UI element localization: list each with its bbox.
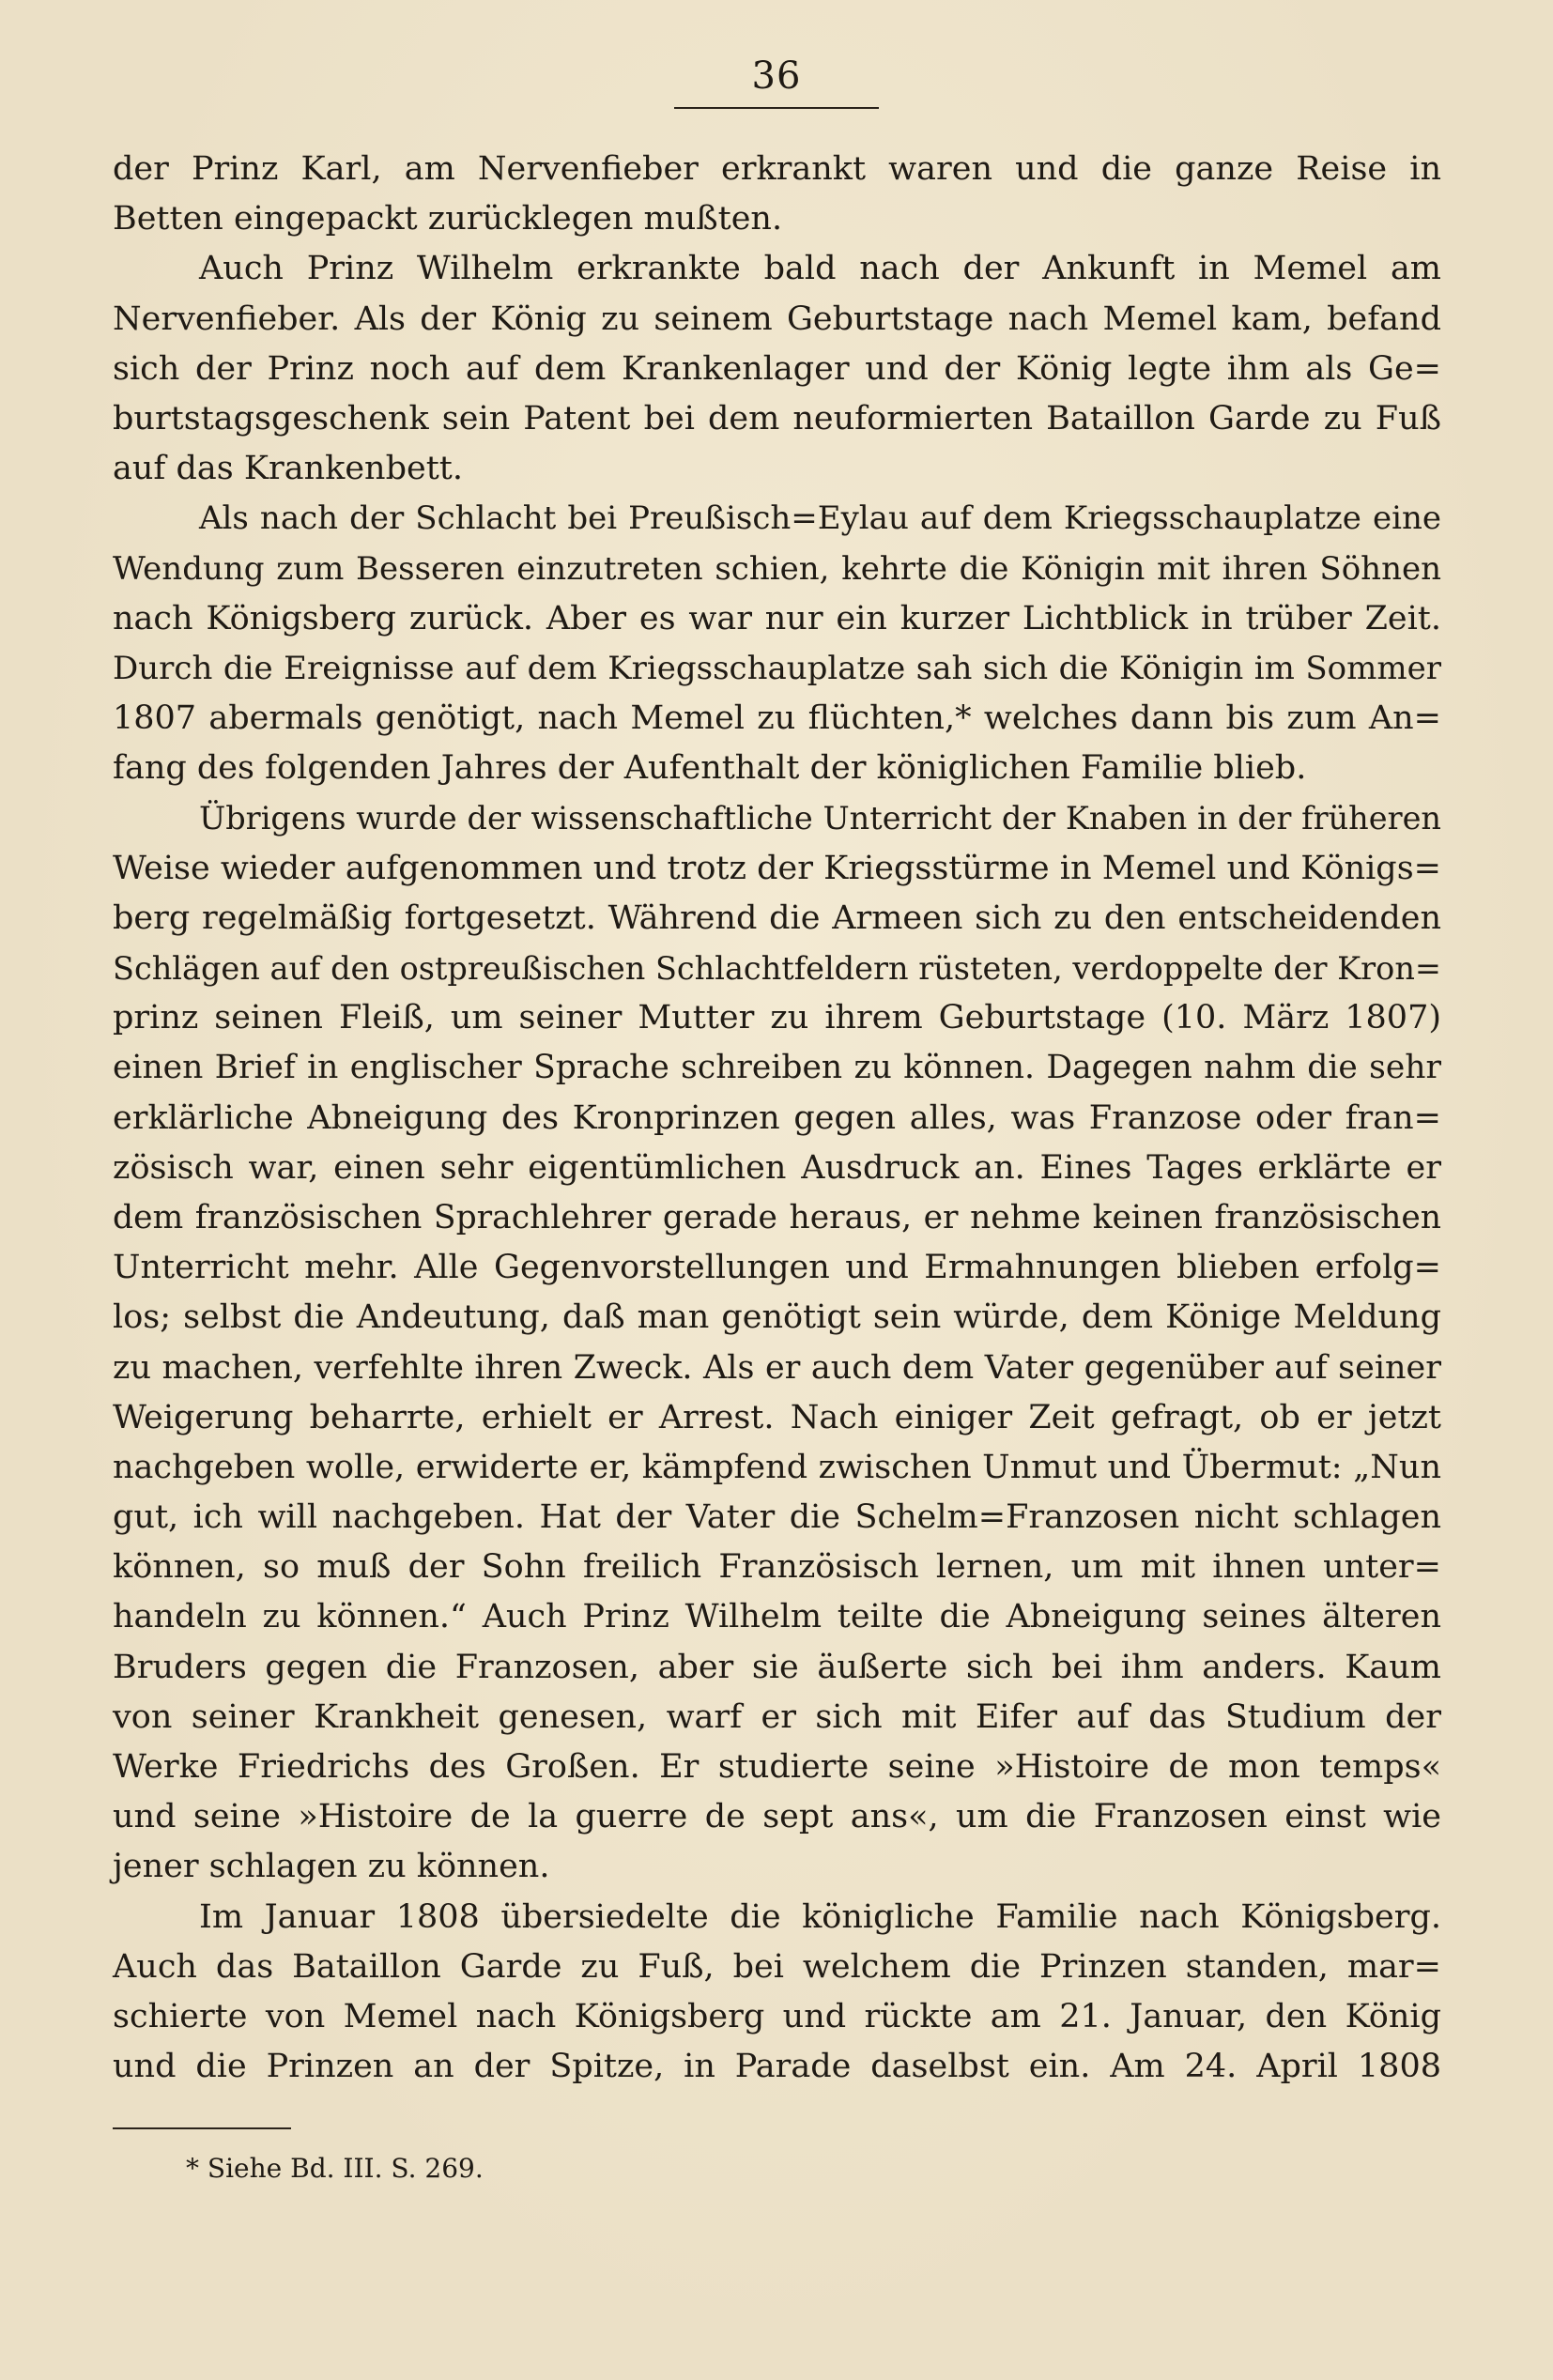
text-line: Wendung zum Besseren einzutreten schien, kehrte die Königin mit ihren Söhnen: [113, 549, 1441, 588]
text-line: der Prinz Karl, am Nervenfieber erkrankt waren und die ganze Reise in: [113, 150, 1441, 188]
text-line: Übrigens wurde der wissenschaftliche Unterricht der Knaben in der früheren: [199, 800, 1441, 837]
text-line: nach Königsberg zurück. Aber es war nur ein kurzer Lichtblick in trüber Zeit.: [113, 599, 1441, 637]
text-line: Nervenfieber. Als der König zu seinem Geburtstage nach Memel kam, befand: [113, 299, 1441, 338]
text-line: Betten eingepackt zurücklegen mußten.: [113, 200, 783, 238]
text-line: Im Januar 1808 übersiedelte die königliche Familie nach Königsberg.: [199, 1897, 1441, 1936]
text-line: Bruders gegen die Franzosen, aber sie äußerte sich bei ihm anders. Kaum: [113, 1648, 1441, 1686]
text-line: jener schlagen zu können.: [113, 1848, 550, 1886]
text-line: Weigerung beharrte, erhielt er Arrest. Nach einiger Zeit gefragt, ob er jetzt: [113, 1398, 1441, 1436]
text-line: los; selbst die Andeutung, daß man genötigt sein würde, dem Könige Meldung: [113, 1298, 1441, 1337]
footnote-rule: [113, 2127, 291, 2129]
text-line: schierte von Memel nach Königsberg und rückte am 21. Januar, den König: [113, 1997, 1441, 2035]
text-line: Auch Prinz Wilhelm erkrankte bald nach der Ankunft in Memel am: [199, 250, 1441, 288]
text-line: können, so muß der Sohn freilich Französisch lernen, um mit ihnen unter=: [113, 1548, 1441, 1587]
text-line: und seine »Histoire de la guerre de sept ans«, um die Franzosen einst wie: [113, 1798, 1441, 1836]
text-line: sich der Prinz noch auf dem Krankenlager und der König legte ihm als Ge=: [113, 349, 1441, 388]
text-line: Schlägen auf den ostpreußischen Schlachtfeldern rüsteten, verdoppelte der Kron=: [113, 950, 1441, 987]
text-line: nachgeben wolle, erwiderte er, kämpfend zwischen Unmut und Übermut: „Nun: [113, 1448, 1441, 1486]
text-line: von seiner Krankheit genesen, warf er sich mit Eifer auf das Studium der: [113, 1697, 1441, 1736]
text-line: und die Prinzen an der Spitze, in Parade daselbst ein. Am 24. April 1808: [113, 2048, 1441, 2086]
text-line: Durch die Ereignisse auf dem Kriegsschauplatze sah sich die Königin im Sommer: [113, 649, 1441, 687]
footnote: * Siehe Bd. III. S. 269.: [186, 2153, 484, 2184]
text-line: zu machen, verfehlte ihren Zweck. Als er auch dem Vater gegenüber auf seiner: [113, 1348, 1441, 1387]
text-line: 1807 abermals genötigt, nach Memel zu flüchten,* welches dann bis zum An=: [113, 699, 1441, 738]
text-line: Als nach der Schlacht bei Preußisch=Eylau auf dem Kriegsschauplatze eine: [199, 499, 1441, 538]
text-line: burtstagsgeschenk sein Patent bei dem neuformierten Bataillon Garde zu Fuß: [113, 399, 1441, 438]
text-line: erklärliche Abneigung des Kronprinzen gegen alles, was Franzose oder fran=: [113, 1098, 1441, 1137]
text-line: prinz seinen Fleiß, um seiner Mutter zu ihrem Geburtstage (10. März 1807): [113, 999, 1441, 1037]
text-line: Auch das Bataillon Garde zu Fuß, bei welchem die Prinzen standen, mar=: [113, 1947, 1441, 1986]
text-line: fang des folgenden Jahres der Aufenthalt der königlichen Familie blieb.: [113, 749, 1307, 788]
body-text: [113, 145, 1441, 2092]
text-line: Weise wieder aufgenommen und trotz der Kriegsstürme in Memel und Königs=: [113, 849, 1441, 887]
text-line: auf das Krankenbett.: [113, 450, 463, 488]
page-number: 36: [751, 54, 802, 98]
text-line: einen Brief in englischer Sprache schreiben zu können. Dagegen nahm die sehr: [113, 1049, 1441, 1087]
text-line: Werke Friedrichs des Großen. Er studierte seine »Histoire de mon temps«: [113, 1748, 1441, 1786]
text-line: Unterricht mehr. Alle Gegenvorstellungen und Ermahnungen blieben erfolg=: [113, 1249, 1441, 1287]
text-line: gut, ich will nachgeben. Hat der Vater die Schelm=Franzosen nicht schlagen: [113, 1498, 1441, 1537]
header-rule: [674, 107, 879, 109]
text-line: handeln zu können.“ Auch Prinz Wilhelm teilte die Abneigung seines älteren: [113, 1598, 1441, 1636]
text-line: zösisch war, einen sehr eigentümlichen Ausdruck an. Eines Tages erklärte er: [113, 1148, 1441, 1187]
text-line: dem französischen Sprachlehrer gerade heraus, er nehme keinen französischen: [113, 1198, 1441, 1236]
text-line: berg regelmäßig fortgesetzt. Während die Armeen sich zu den entscheidenden: [113, 898, 1441, 937]
